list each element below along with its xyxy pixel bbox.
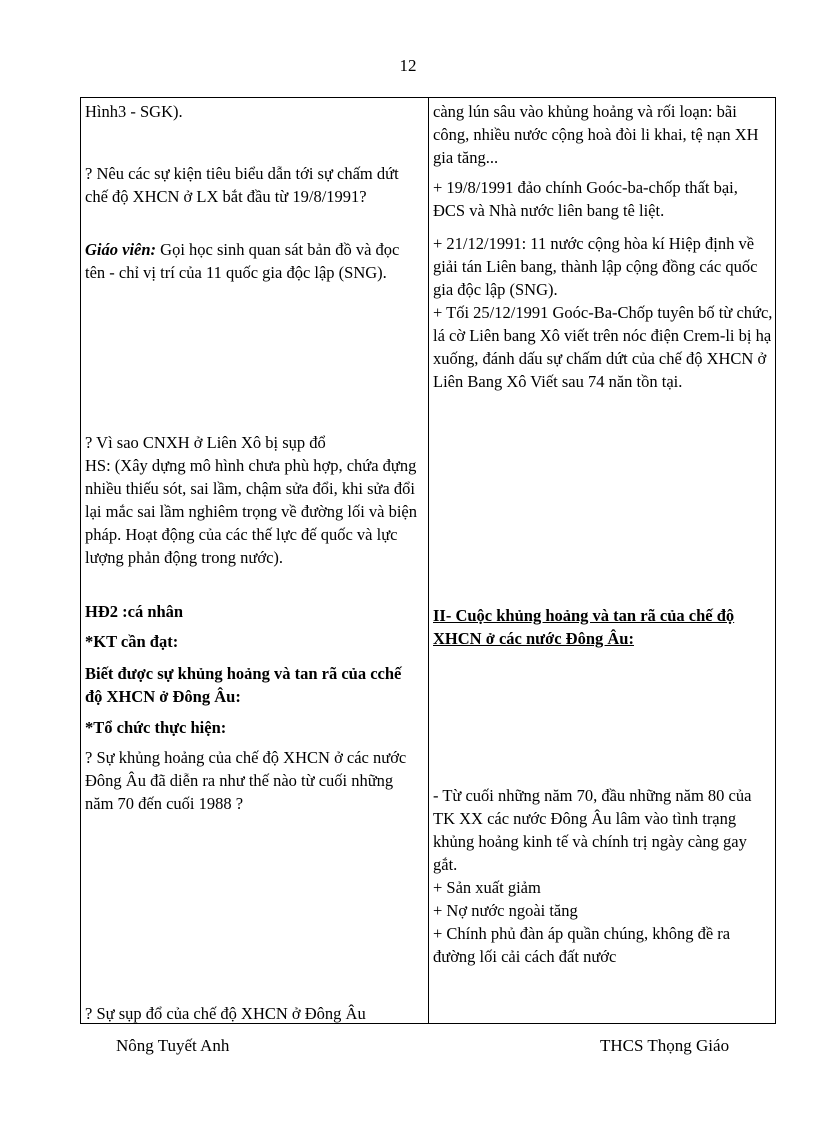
left-continuation-text: Hình3 - SGK). <box>85 102 183 121</box>
section-heading-ii: II- Cuộc khủng hoảng và tan rã của chế độ XHCN ở các nước Đông Âu: <box>433 606 735 648</box>
student-answer: HS: (Xây dựng mô hình chưa phù hợp, chứa đựng nhiều thiếu sót, sai lầm, chậm sửa đổi, khi sửa đổi lại mắc sai lầm nghiêm trọng về đường lối và biện pháp. Hoạt động của các thế lực đế quốc và lực lượng phản động trong nước). <box>85 456 418 567</box>
implementation-label: *Tổ chức thực hiện: <box>85 718 227 737</box>
question-why-collapse: ? Vì sao CNXH ở Liên Xô bị sụp đổ <box>85 433 326 452</box>
footer-author: Nông Tuyết Anh <box>116 1036 230 1055</box>
event-19-8-1991: + 19/8/1991 đảo chính Goóc-ba-chốp thất bại, ĐCS và Nhà nước liên bang tê liệt. <box>433 178 738 220</box>
knowledge-goal-text: Biết được sự khủng hoảng và tan rã của cchế độ XHCN ở Đông Âu: <box>85 664 402 706</box>
column-divider <box>428 98 429 1023</box>
event-25-12-1991: + Tối 25/12/1991 Goóc-Ba-Chốp tuyên bố từ chức, lá cờ Liên bang Xô viết trên nóc điện Crem-li bị hạ xuống, đánh dấu sự chấm dứt của chế độ XHCN ở Liên Bang Xô Viết sau 74 năn tồn tại. <box>433 303 773 391</box>
crisis-description: - Từ cuối những năm 70, đầu những năm 80 của TK XX các nước Đông Âu lâm vào tình trạng khủng hoảng kinh tế và chính trị ngày càng gay gắt. <box>433 786 752 874</box>
activity-heading: HĐ2 :cá nhân <box>85 602 184 621</box>
point-government: + Chính phủ đàn áp quần chúng, không đề ra đường lối cải cách đất nước <box>433 924 731 966</box>
teacher-instruction <box>85 238 419 284</box>
question-events: ? Nêu các sự kiện tiêu biểu dẫn tới sự chấm dứt chế độ XHCN ở LX bắt đầu từ 19/8/1991? <box>85 164 399 206</box>
page-number: 12 <box>399 56 417 75</box>
knowledge-goal-label: *KT cần đạt: <box>85 632 179 651</box>
point-production: + Sản xuất giảm <box>433 878 541 897</box>
teacher-label: Giáo viên: <box>85 240 157 259</box>
question-collapse-east-europe: ? Sự sụp đổ của chế độ XHCN ở Đông Âu <box>85 1004 366 1023</box>
point-debt: + Nợ nước ngoài tăng <box>433 901 578 920</box>
lesson-table <box>80 97 776 1024</box>
question-crisis: ? Sự khủng hoảng của chế độ XHCN ở các nước Đông Âu đã diễn ra như thế nào từ cuối những năm 70 đến cuối 1988 ? <box>85 748 407 813</box>
footer-school: THCS Thọng Giáo <box>600 1036 730 1055</box>
right-continuation-text: càng lún sâu vào khủng hoảng và rối loạn: bãi công, nhiều nước cộng hoà đòi li khai, tệ nạn XH gia tăng... <box>433 102 759 167</box>
event-21-12-1991: + 21/12/1991: 11 nước cộng hòa kí Hiệp định về giải tán Liên bang, thành lập cộng đồng các quốc gia độc lập (SNG). <box>433 234 758 299</box>
teacher-text: Gọi học sinh quan sát bản đồ và đọc tên - chỉ vị trí của 11 quốc gia độc lập (SNG). <box>85 240 400 282</box>
